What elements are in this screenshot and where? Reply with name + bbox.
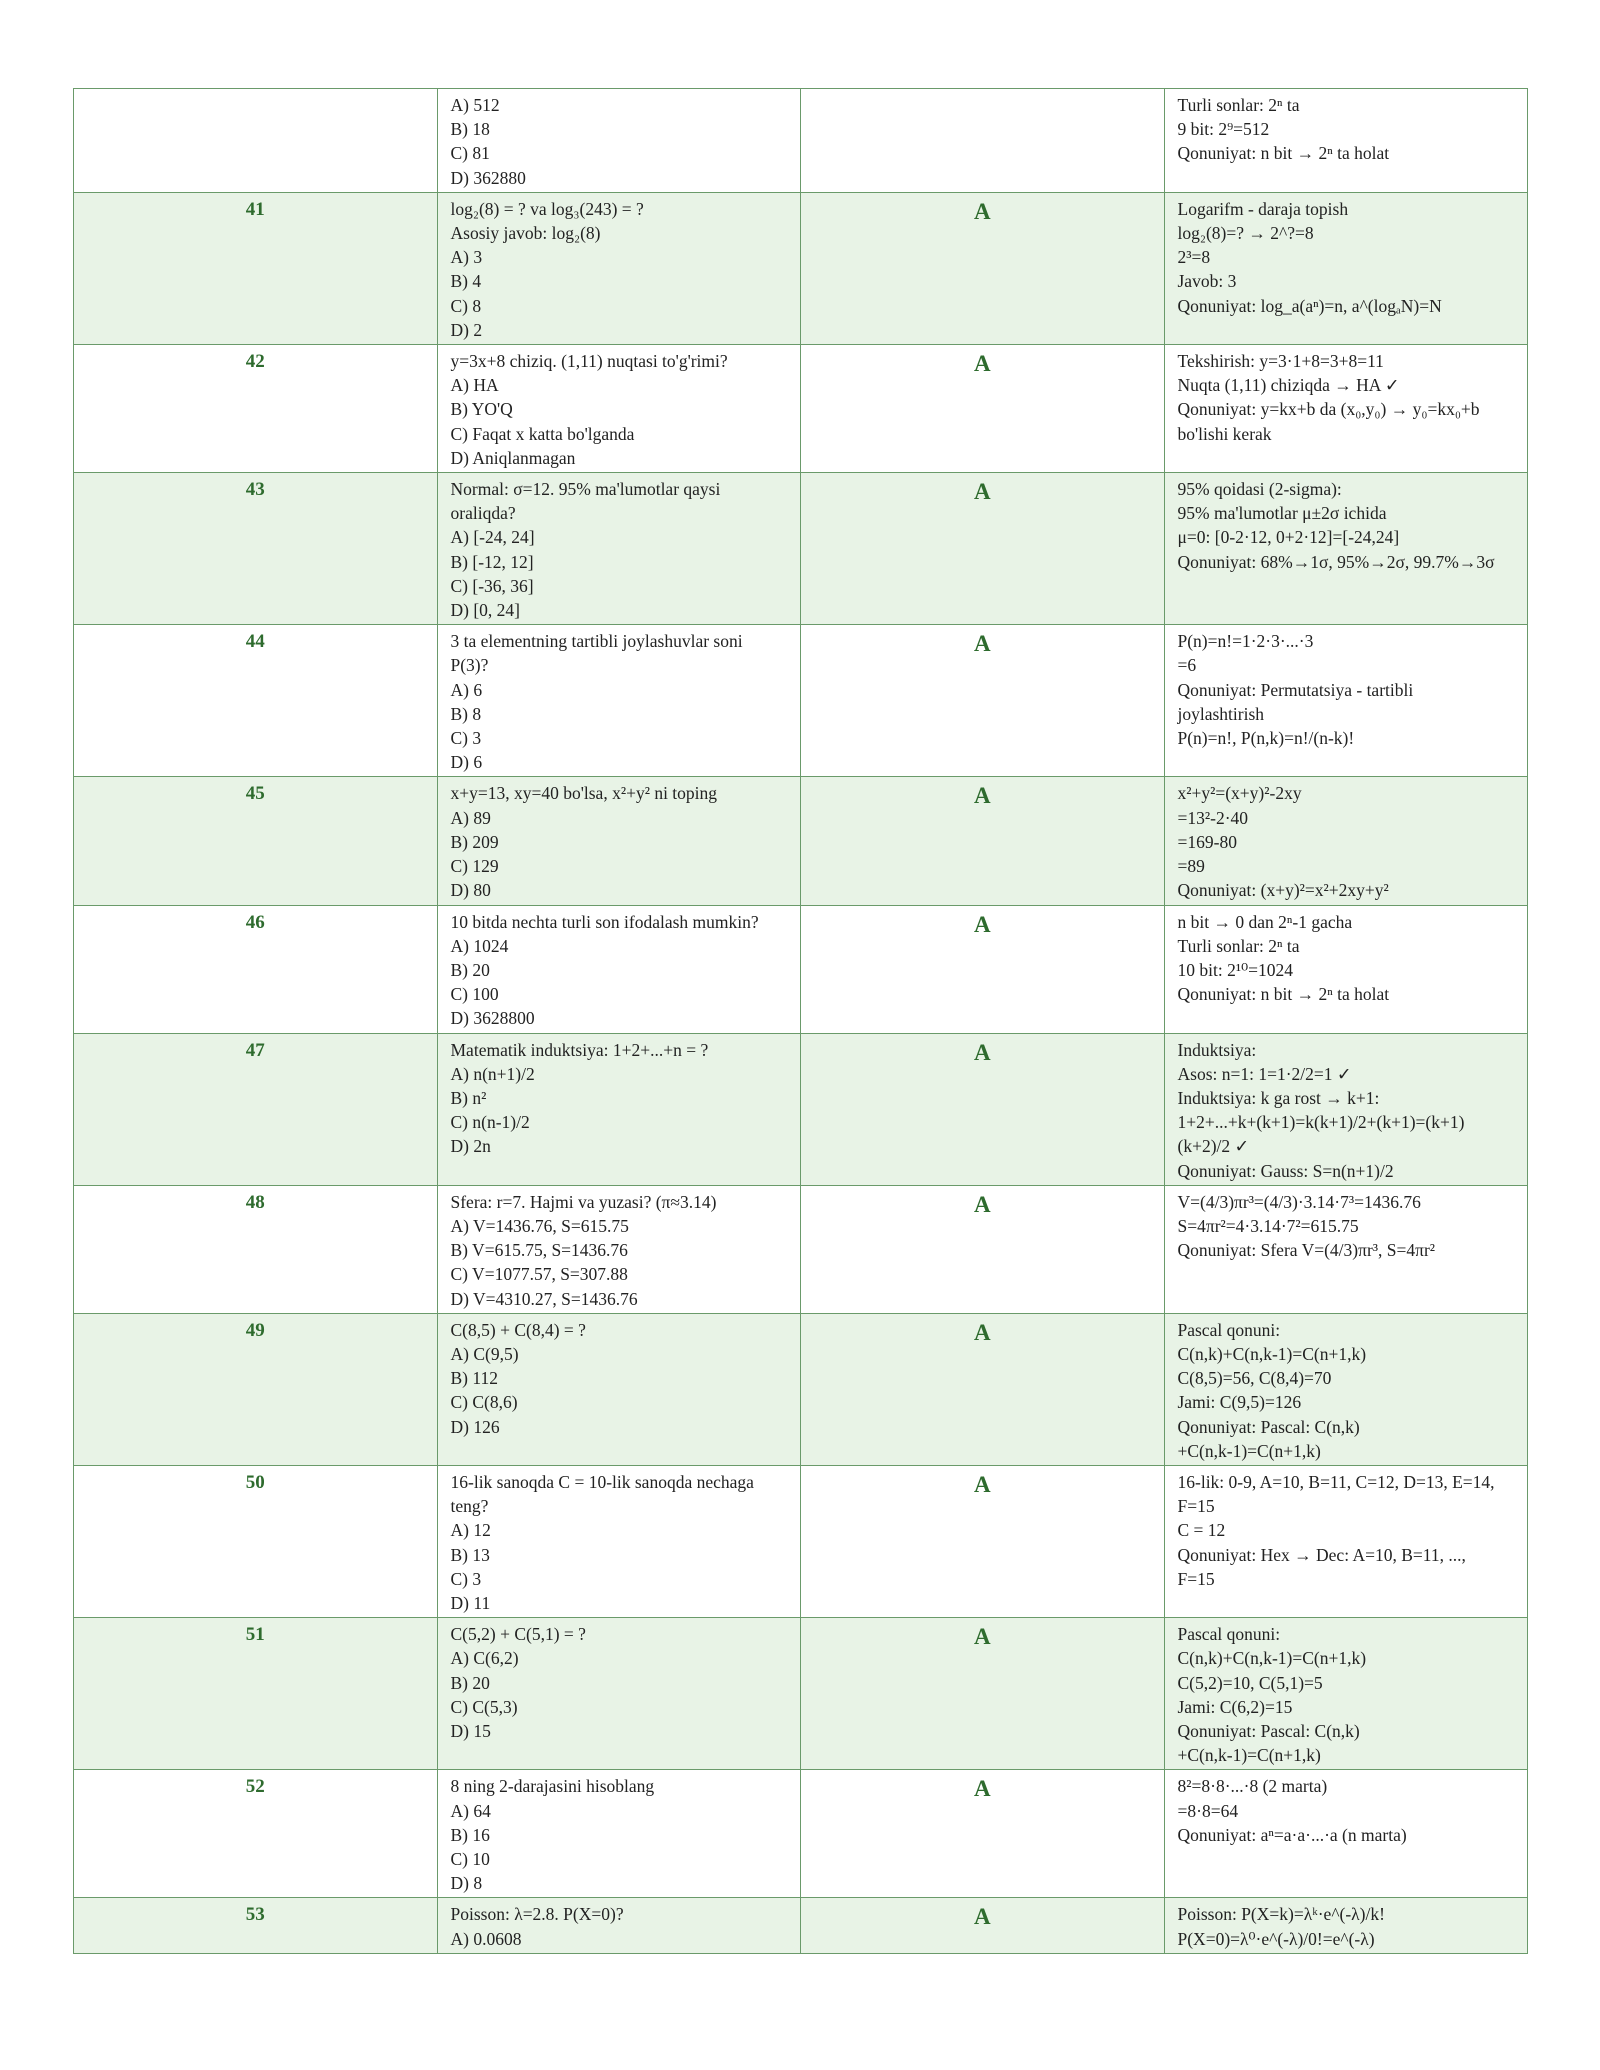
explanation-line: Qonuniyat: Hex → Dec: A=10, B=11, ...,	[1177, 1544, 1466, 1565]
question-line: C) 8	[450, 295, 482, 316]
explanation-cell	[1164, 1770, 1528, 1898]
correct-answer: A	[801, 1770, 1165, 1898]
explanation-line: P(X=0)=λ⁰·e^(-λ)/0!=e^(-λ)	[1177, 1928, 1375, 1949]
explanation-line: 9 bit: 2⁹=512	[1177, 119, 1270, 140]
question-line: D) 2n	[450, 1136, 491, 1157]
explanation-cell	[1164, 905, 1528, 1033]
table-row	[74, 1770, 1528, 1898]
question-line: 10 bitda nechta turli son ifodalash mumkin?	[450, 911, 759, 932]
explanation-line: Poisson: P(X=k)=λᵏ·e^(-λ)/k!	[1177, 1904, 1385, 1925]
explanation-cell	[1164, 625, 1528, 777]
explanation-line: +C(n,k-1)=C(n+1,k)	[1177, 1745, 1321, 1766]
question-line: D) 2	[450, 319, 483, 340]
explanation-line: Asos: n=1: 1=1·2/2=1 ✓	[1177, 1063, 1352, 1084]
question-line: A) [-24, 24]	[450, 527, 535, 548]
explanation-line: Turli sonlar: 2ⁿ ta	[1177, 935, 1300, 956]
correct-answer: A	[801, 1313, 1165, 1465]
explanation-line: =8·8=64	[1177, 1800, 1239, 1821]
question-line: C) C(5,3)	[450, 1696, 518, 1717]
explanation-line: +C(n,k-1)=C(n+1,k)	[1177, 1440, 1321, 1461]
explanation-line: Qonuniyat: n bit → 2ⁿ ta holat	[1177, 143, 1390, 164]
correct-answer: A	[801, 1033, 1165, 1185]
question-line: log₂(8) = ? va log₃(243) = ?	[450, 198, 644, 219]
explanation-line: log₂(8)=? → 2^?=8	[1177, 223, 1314, 244]
explanation-line: F=15	[1177, 1568, 1215, 1589]
question-number: 53	[74, 1898, 438, 1953]
answer-table	[73, 88, 1528, 1954]
question-cell	[437, 1185, 801, 1313]
question-line: D) 15	[450, 1721, 491, 1741]
question-line: D) [0, 24]	[450, 600, 520, 621]
question-line: B) 16	[450, 1824, 490, 1845]
correct-answer: A	[801, 345, 1165, 473]
question-line: B) 112	[450, 1368, 498, 1389]
explanation-line: Induktsiya:	[1177, 1039, 1257, 1060]
explanation-line: bo'lishi kerak	[1177, 423, 1272, 444]
question-cell	[437, 1770, 801, 1898]
correct-answer: A	[801, 1618, 1165, 1770]
question-number: 50	[74, 1465, 438, 1617]
explanation-line: 95% ma'lumotlar μ±2σ ichida	[1177, 503, 1387, 524]
explanation-line: Qonuniyat: Pascal: C(n,k)	[1177, 1721, 1360, 1741]
question-number: 47	[74, 1033, 438, 1185]
question-line: D) 11	[450, 1592, 491, 1613]
explanation-line: F=15	[1177, 1496, 1215, 1517]
explanation-cell	[1164, 345, 1528, 473]
explanation-line: Pascal qonuni:	[1177, 1319, 1281, 1340]
question-line: C) Faqat x katta bo'lganda	[450, 423, 635, 444]
question-line: D) 8	[450, 1873, 483, 1894]
question-line: D) 126	[450, 1416, 500, 1437]
question-line: Sfera: r=7. Hajmi va yuzasi? (π≈3.14)	[450, 1191, 717, 1212]
question-number: 45	[74, 777, 438, 905]
explanation-line: =89	[1177, 856, 1205, 877]
table-row	[74, 1618, 1528, 1770]
question-line: B) 20	[450, 1672, 490, 1693]
correct-answer: A	[801, 1465, 1165, 1617]
question-line: x+y=13, xy=40 bo'lsa, x²+y² ni toping	[450, 783, 718, 804]
question-line: P(3)?	[450, 655, 489, 676]
question-number: 51	[74, 1618, 438, 1770]
question-line: B) n²	[450, 1087, 487, 1108]
explanation-line: Qonuniyat: aⁿ=a·a·...·a (n marta)	[1177, 1824, 1407, 1845]
question-line: B) 209	[450, 831, 499, 852]
explanation-line: C(5,2)=10, C(5,1)=5	[1177, 1672, 1323, 1693]
explanation-line: C(n,k)+C(n,k-1)=C(n+1,k)	[1177, 1648, 1367, 1669]
correct-answer: A	[801, 777, 1165, 905]
explanation-line: joylashtirish	[1177, 703, 1265, 724]
answer-table-body	[74, 89, 1528, 1954]
correct-answer: A	[801, 192, 1165, 344]
explanation-line: n bit → 0 dan 2ⁿ-1 gacha	[1177, 911, 1353, 932]
table-row	[74, 1898, 1528, 1953]
explanation-cell	[1164, 1033, 1528, 1185]
explanation-line: =6	[1177, 655, 1197, 676]
question-line: A) 3	[450, 247, 483, 268]
question-cell	[437, 345, 801, 473]
question-line: D) 80	[450, 880, 491, 901]
question-line: 16-lik sanoqda C = 10-lik sanoqda nechaga	[450, 1471, 754, 1492]
question-number	[74, 89, 438, 193]
question-cell	[437, 905, 801, 1033]
question-number: 41	[74, 192, 438, 344]
table-row	[74, 89, 1528, 193]
table-row	[74, 1465, 1528, 1617]
question-line: y=3x+8 chiziq. (1,11) nuqtasi to'g'rimi?	[450, 351, 728, 372]
question-line: B) [-12, 12]	[450, 551, 534, 572]
explanation-cell	[1164, 1618, 1528, 1770]
question-line: D) V=4310.27, S=1436.76	[450, 1288, 638, 1309]
explanation-line: Qonuniyat: (x+y)²=x²+2xy+y²	[1177, 880, 1389, 901]
question-line: B) 18	[450, 119, 490, 140]
question-line: Asosiy javob: log₂(8)	[450, 223, 601, 244]
question-line: A) 6	[450, 679, 483, 700]
question-line: C) [-36, 36]	[450, 575, 534, 596]
explanation-line: 95% qoidasi (2-sigma):	[1177, 479, 1342, 500]
explanation-line: Qonuniyat: n bit → 2ⁿ ta holat	[1177, 984, 1390, 1005]
question-number: 49	[74, 1313, 438, 1465]
explanation-line: C(n,k)+C(n,k-1)=C(n+1,k)	[1177, 1343, 1367, 1364]
explanation-line: Induktsiya: k ga rost → k+1:	[1177, 1087, 1380, 1108]
correct-answer: A	[801, 625, 1165, 777]
question-number: 42	[74, 345, 438, 473]
question-line: A) 89	[450, 807, 491, 828]
explanation-line: (k+2)/2 ✓	[1177, 1136, 1250, 1157]
table-row	[74, 625, 1528, 777]
explanation-line: P(n)=n!, P(n,k)=n!/(n-k)!	[1177, 728, 1355, 749]
question-line: C) 81	[450, 143, 490, 164]
question-line: C) 100	[450, 984, 499, 1005]
correct-answer: A	[801, 1898, 1165, 1953]
question-cell	[437, 777, 801, 905]
explanation-cell	[1164, 1465, 1528, 1617]
correct-answer: A	[801, 473, 1165, 625]
correct-answer	[801, 89, 1165, 193]
question-line: A) C(9,5)	[450, 1343, 519, 1364]
question-cell	[437, 1313, 801, 1465]
explanation-line: Qonuniyat: Permutatsiya - tartibli	[1177, 679, 1414, 700]
explanation-line: Javob: 3	[1177, 271, 1237, 292]
question-line: C) C(8,6)	[450, 1392, 518, 1413]
explanation-line: =169-80	[1177, 831, 1237, 852]
question-line: A) V=1436.76, S=615.75	[450, 1215, 629, 1236]
question-cell	[437, 192, 801, 344]
explanation-cell	[1164, 1313, 1528, 1465]
explanation-line: Qonuniyat: 68%→1σ, 95%→2σ, 99.7%→3σ	[1177, 551, 1495, 572]
explanation-line: Logarifm - daraja topish	[1177, 198, 1349, 219]
explanation-line: V=(4/3)πr³=(4/3)·3.14·7³=1436.76	[1177, 1191, 1421, 1212]
question-line: D) 3628800	[450, 1008, 535, 1029]
question-number: 44	[74, 625, 438, 777]
question-cell	[437, 625, 801, 777]
question-line: C(8,5) + C(8,4) = ?	[450, 1319, 586, 1340]
explanation-line: Qonuniyat: Sfera V=(4/3)πr³, S=4πr²	[1177, 1240, 1436, 1261]
explanation-line: 2³=8	[1177, 247, 1211, 268]
question-line: D) 362880	[450, 167, 526, 188]
question-number: 43	[74, 473, 438, 625]
explanation-line: Qonuniyat: Gauss: S=n(n+1)/2	[1177, 1160, 1394, 1181]
question-line: 8 ning 2-darajasini hisoblang	[450, 1776, 655, 1797]
explanation-line: C(8,5)=56, C(8,4)=70	[1177, 1368, 1332, 1389]
explanation-line: 8²=8·8·...·8 (2 marta)	[1177, 1776, 1328, 1797]
explanation-cell	[1164, 473, 1528, 625]
explanation-line: =13²-2·40	[1177, 807, 1249, 828]
table-row	[74, 905, 1528, 1033]
explanation-line: 1+2+...+k+(k+1)=k(k+1)/2+(k+1)=(k+1)	[1177, 1112, 1465, 1133]
question-line: Matematik induktsiya: 1+2+...+n = ?	[450, 1039, 709, 1060]
question-number: 52	[74, 1770, 438, 1898]
explanation-line: 10 bit: 2¹⁰=1024	[1177, 959, 1293, 980]
question-line: B) 13	[450, 1544, 490, 1565]
explanation-line: Qonuniyat: y=kx+b da (x₀,y₀) → y₀=kx₀+b	[1177, 399, 1480, 420]
explanation-line: Tekshirish: y=3·1+8=3+8=11	[1177, 351, 1384, 372]
explanation-line: Jami: C(6,2)=15	[1177, 1696, 1293, 1717]
question-line: A) 512	[450, 95, 500, 115]
table-row	[74, 1185, 1528, 1313]
table-row	[74, 473, 1528, 625]
question-line: B) YO'Q	[450, 399, 513, 420]
question-line: B) V=615.75, S=1436.76	[450, 1240, 628, 1261]
explanation-line: Qonuniyat: log_a(aⁿ)=n, a^(logₐN)=N	[1177, 295, 1442, 316]
question-cell	[437, 1618, 801, 1770]
question-line: A) HA	[450, 375, 499, 396]
question-line: A) 1024	[450, 935, 509, 956]
explanation-cell	[1164, 1898, 1528, 1953]
correct-answer: A	[801, 905, 1165, 1033]
question-cell	[437, 1033, 801, 1185]
explanation-line: μ=0: [0-2·12, 0+2·12]=[-24,24]	[1177, 527, 1400, 548]
question-line: C) 10	[450, 1849, 490, 1870]
question-cell	[437, 89, 801, 193]
explanation-line: Turli sonlar: 2ⁿ ta	[1177, 95, 1300, 115]
table-row	[74, 1033, 1528, 1185]
explanation-cell	[1164, 89, 1528, 193]
question-line: A) 12	[450, 1520, 491, 1541]
explanation-cell	[1164, 1185, 1528, 1313]
explanation-line: P(n)=n!=1·2·3·...·3	[1177, 631, 1314, 652]
table-row	[74, 777, 1528, 905]
explanation-cell	[1164, 777, 1528, 905]
question-line: C) 3	[450, 728, 482, 749]
correct-answer: A	[801, 1185, 1165, 1313]
question-line: C) n(n-1)/2	[450, 1112, 530, 1133]
question-line: A) 0.0608	[450, 1928, 522, 1949]
question-number: 46	[74, 905, 438, 1033]
explanation-line: S=4πr²=4·3.14·7²=615.75	[1177, 1215, 1359, 1236]
explanation-line: x²+y²=(x+y)²-2xy	[1177, 783, 1302, 804]
question-line: A) 64	[450, 1800, 491, 1821]
question-line: C) V=1077.57, S=307.88	[450, 1264, 628, 1285]
question-line: B) 8	[450, 703, 482, 724]
table-row	[74, 345, 1528, 473]
question-number: 48	[74, 1185, 438, 1313]
question-line: teng?	[450, 1496, 489, 1517]
table-row	[74, 1313, 1528, 1465]
question-line: A) n(n+1)/2	[450, 1063, 535, 1084]
question-line: 3 ta elementning tartibli joylashuvlar soni	[450, 631, 743, 652]
question-line: Normal: σ=12. 95% ma'lumotlar qaysi	[450, 479, 721, 500]
question-line: B) 4	[450, 271, 482, 292]
question-line: C(5,2) + C(5,1) = ?	[450, 1624, 586, 1645]
explanation-line: C = 12	[1177, 1520, 1226, 1541]
question-line: B) 20	[450, 959, 490, 980]
question-line: A) C(6,2)	[450, 1648, 519, 1669]
question-line: D) Aniqlanmagan	[450, 447, 576, 468]
explanation-line: Jami: C(9,5)=126	[1177, 1392, 1302, 1413]
question-line: Poisson: λ=2.8. P(X=0)?	[450, 1904, 624, 1925]
table-row	[74, 192, 1528, 344]
explanation-line: Nuqta (1,11) chiziqda → HA ✓	[1177, 375, 1400, 396]
explanation-line: Qonuniyat: Pascal: C(n,k)	[1177, 1416, 1360, 1437]
question-cell	[437, 1465, 801, 1617]
question-line: C) 129	[450, 856, 499, 877]
explanation-line: 16-lik: 0-9, A=10, B=11, C=12, D=13, E=14,	[1177, 1471, 1495, 1492]
question-cell	[437, 473, 801, 625]
explanation-line: Pascal qonuni:	[1177, 1624, 1281, 1645]
question-cell	[437, 1898, 801, 1953]
explanation-cell	[1164, 192, 1528, 344]
question-line: C) 3	[450, 1568, 482, 1589]
question-line: oraliqda?	[450, 503, 516, 524]
question-line: D) 6	[450, 752, 483, 773]
